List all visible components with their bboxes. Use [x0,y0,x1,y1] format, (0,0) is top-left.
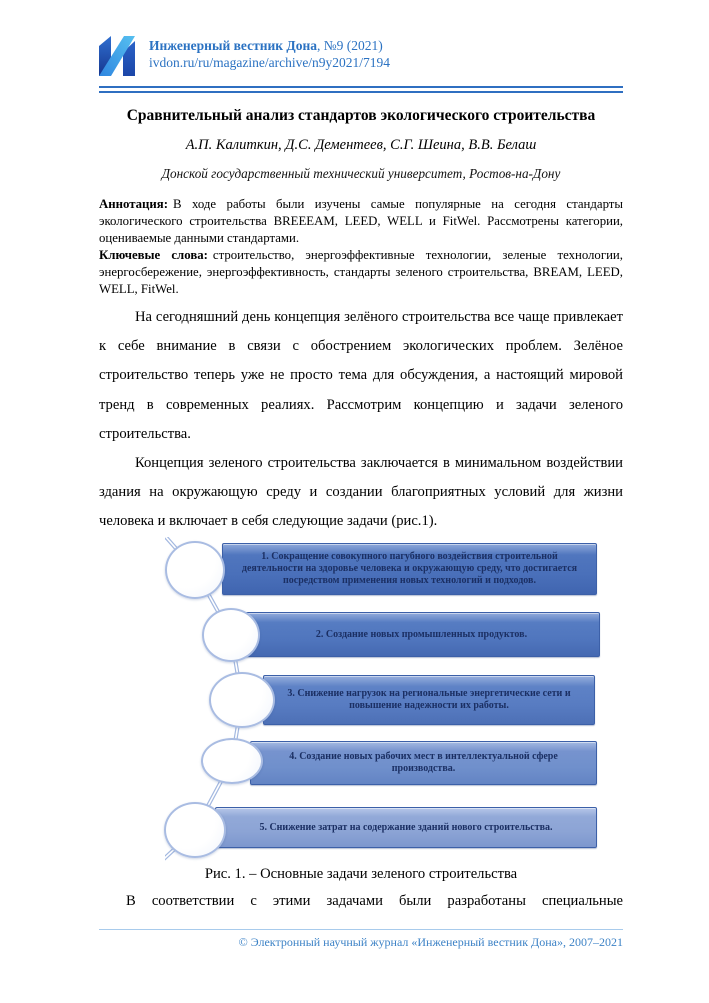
figure-box-5 [215,807,597,848]
keywords-text: строительство, энергоэффективные технологии, зеленые технологии, энергосбережение, энергоэффективность, стандарты зеленого строительства, BREAM, LEED, WELL, FitWel. [99,248,623,296]
keywords-paragraph [99,247,623,298]
body-paragraph-1: На сегодняшний день концепция зелёного строительства все чаще привлекает к себе внимание в связи с обострением экологических проблем. Зелёное строительство теперь уже не просто тема для обсуждения, а настоящий мировой тренд в современных реалиях. Рассмотрим концепцию и задачи зеленого строительства. [99,309,623,442]
abstract-keywords-block [99,196,623,298]
abstract-label: Аннотация: [99,197,168,211]
ivdon-logo-icon [97,36,137,76]
figure-circle-3 [209,672,275,728]
journal-name: Инженерный вестник Дона [149,38,317,53]
affiliation-line: Донской государственный технический университет, Ростов-на-Дону [161,166,561,181]
abstract-text: В ходе работы были изучены самые популярные на сегодня стандарты экологического строительства BREEEAM, LEED, WELL и FitWel. Рассмотрены категории, оцениваемые данными стандартами. [99,197,623,245]
journal-issue: , №9 (2021) [316,38,383,53]
figure-box-3 [263,675,595,725]
figure-box-3-text: 3. Снижение нагрузок на региональные энергетические сети и повышение надежности их работы. [287,688,571,711]
header-divider [99,86,623,93]
page-title: Сравнительный анализ стандартов экологического строительства [126,107,596,124]
keywords-label: Ключевые слова: [99,248,208,262]
figure-box-1-text: 1. Сокращение совокупного пагубного воздействия строительной деятельности на здоровье человека и окружающую среду, что достигается посредством применения новых технологий и подходов. [241,551,578,586]
figure-1-diagram [165,537,605,862]
figure-box-2 [243,612,600,657]
figure-box-4-text: 4. Создание новых рабочих мест в интеллектуальной сфере производства. [289,751,558,774]
body-text-block [99,303,623,537]
header-text-block [149,38,390,71]
body-paragraph-3: В соответствии с этими задачами были разработаны специальные [126,893,623,909]
figure-circle-2 [202,608,260,662]
body-paragraph-2: Концепция зеленого строительства заключается в минимальном воздействии здания на окружающую среду и создании благоприятных условий для жизни человека и включает в себя следующие задачи (рис.1). [99,455,623,530]
figure-box-1 [222,543,597,595]
figure-box-2-text: 2. Создание новых промышленных продуктов. [315,628,528,640]
figure-circle-5 [164,802,226,858]
figure-box-5-text: 5. Снижение затрат на содержание зданий нового строительства. [259,821,553,833]
footer-copyright: © Электронный научный журнал «Инженерный вестник Дона», 2007–2021 [238,935,623,949]
authors-line: А.П. Калиткин, Д.С. Дементеев, С.Г. Шеина, В.В. Белаш [185,137,537,153]
figure-box-4 [250,741,597,785]
figure-circle-1 [165,541,225,599]
journal-title [149,38,390,55]
figure-circle-4 [201,738,263,784]
journal-url[interactable]: ivdon.ru/ru/magazine/archive/n9y2021/7194 [149,54,391,70]
footer-divider [99,929,623,930]
figure-caption: Рис. 1. – Основные задачи зеленого строительства [204,866,518,882]
abstract-paragraph [99,196,623,247]
